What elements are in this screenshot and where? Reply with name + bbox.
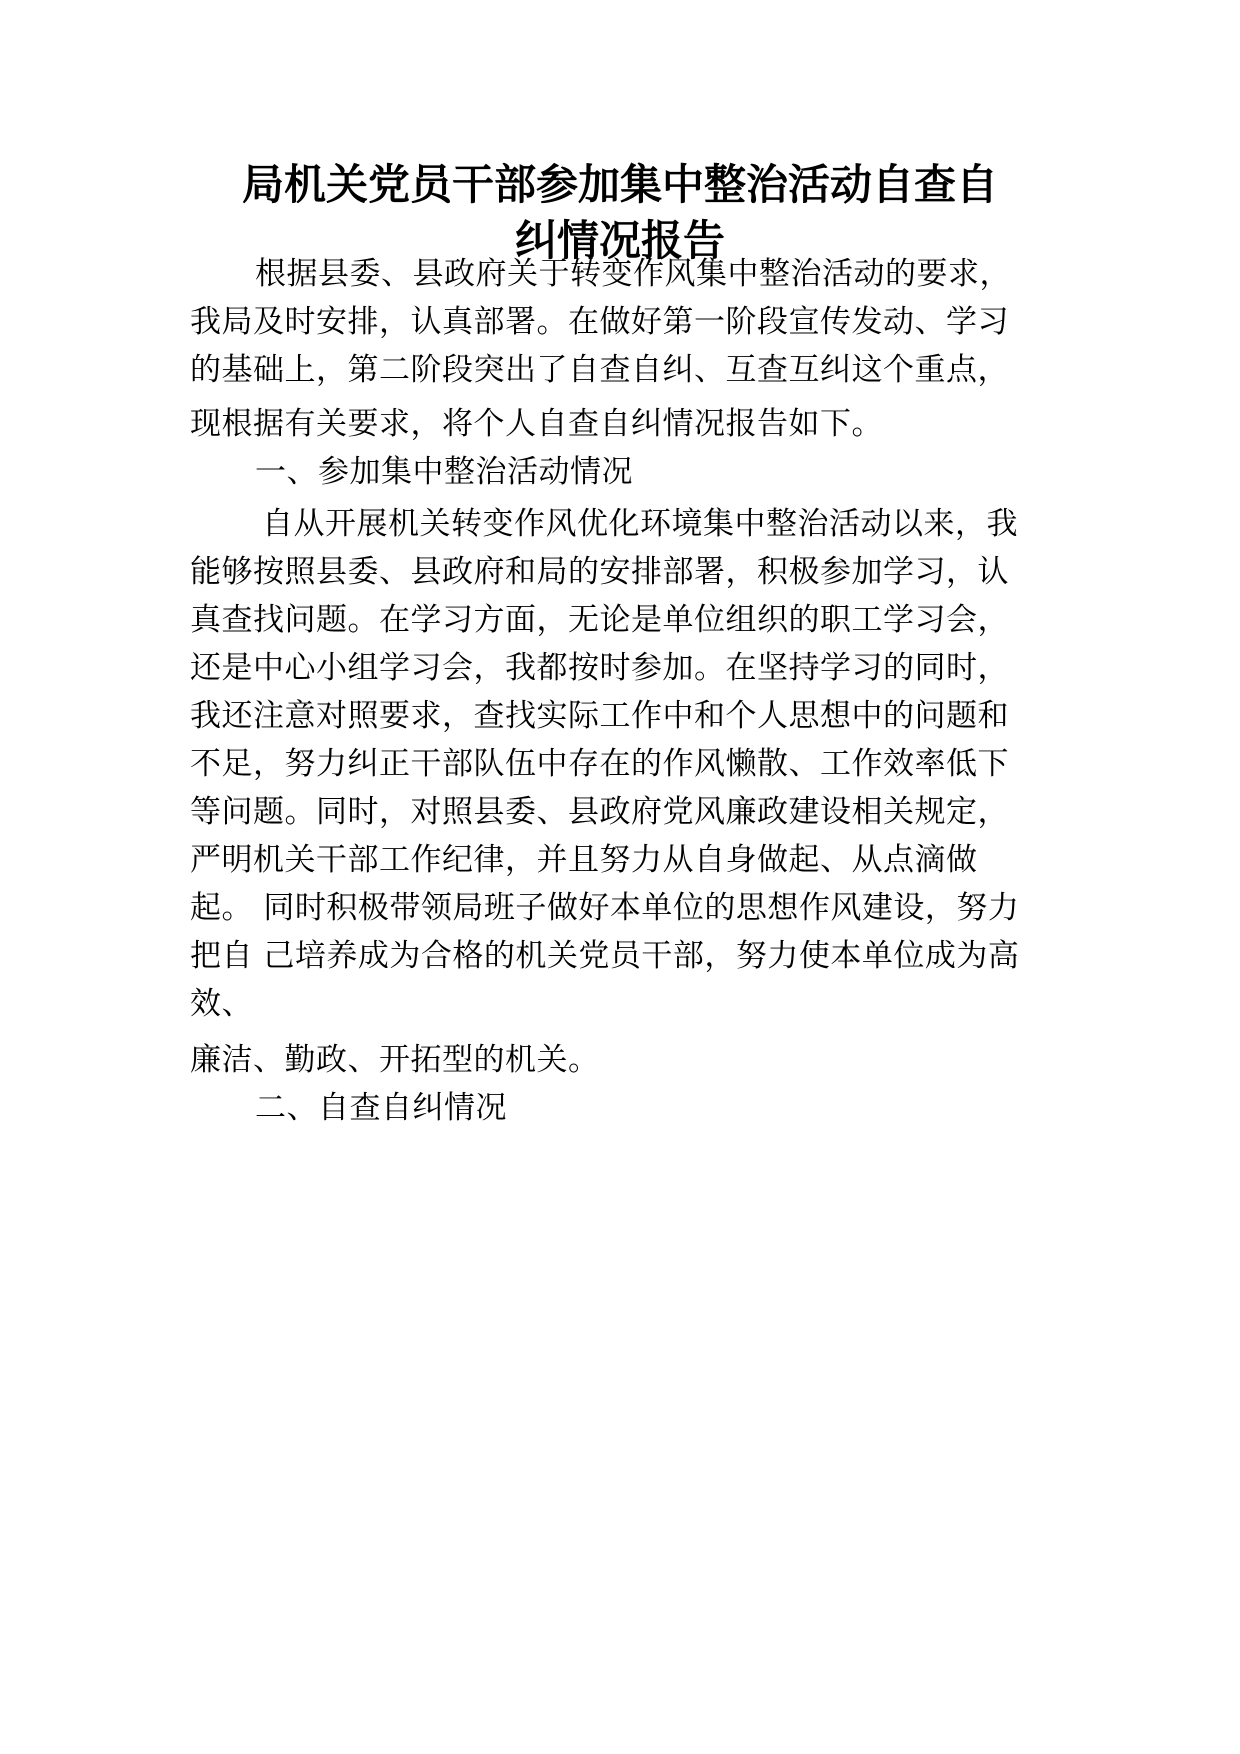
document-title-line-2: 纠情况报告: [514, 216, 725, 265]
paragraph-line: 不足，努力纠正干部队伍中存在的作风懒散、工作效率低下: [190, 746, 1009, 782]
paragraph-line: 等问题。同时，对照县委、县政府党风廉政建设相关规定，: [190, 794, 1009, 830]
section-heading-2: 二、自查自纠情况: [255, 1090, 507, 1126]
paragraph-line: 现根据有关要求，将个人自查自纠情况报告如下。: [190, 406, 883, 442]
paragraph-line: 的基础上，第二阶段突出了自查自纠、互查互纠这个重点，: [190, 352, 1009, 388]
document-title-line-1: 局机关党员干部参加集中整治活动自查自: [241, 160, 998, 209]
paragraph-line: 还是中心小组学习会，我都按时参加。在坚持学习的同时，: [190, 650, 1009, 686]
paragraph-line: 能够按照县委、县政府和局的安排部署，积极参加学习，认: [190, 554, 1009, 590]
section-heading-1: 一、参加集中整治活动情况: [255, 454, 633, 490]
paragraph-line: 我还注意对照要求，查找实际工作中和个人思想中的问题和: [190, 698, 1009, 734]
paragraph-line: 廉洁、勤政、开拓型的机关。: [190, 1042, 600, 1078]
paragraph-line: 自从开展机关转变作风优化环境集中整治活动以来，我: [262, 506, 1018, 542]
paragraph-line: 根据县委、县政府关于转变作风集中整治活动的要求，: [255, 256, 1011, 292]
paragraph-line: 我局及时安排，认真部署。在做好第一阶段宣传发动、学习: [190, 304, 1009, 340]
paragraph-line: 严明机关干部工作纪律，并且努力从自身做起、从点滴做: [190, 842, 978, 878]
paragraph-line: 起。 同时积极带领局班子做好本单位的思想作风建设，努力: [190, 890, 1020, 926]
paragraph-line: 效、: [190, 986, 253, 1022]
paragraph-line: 把自 己培养成为合格的机关党员干部，努力使本单位成为高: [190, 938, 1020, 974]
paragraph-line: 真查找问题。在学习方面，无论是单位组织的职工学习会，: [190, 602, 1009, 638]
